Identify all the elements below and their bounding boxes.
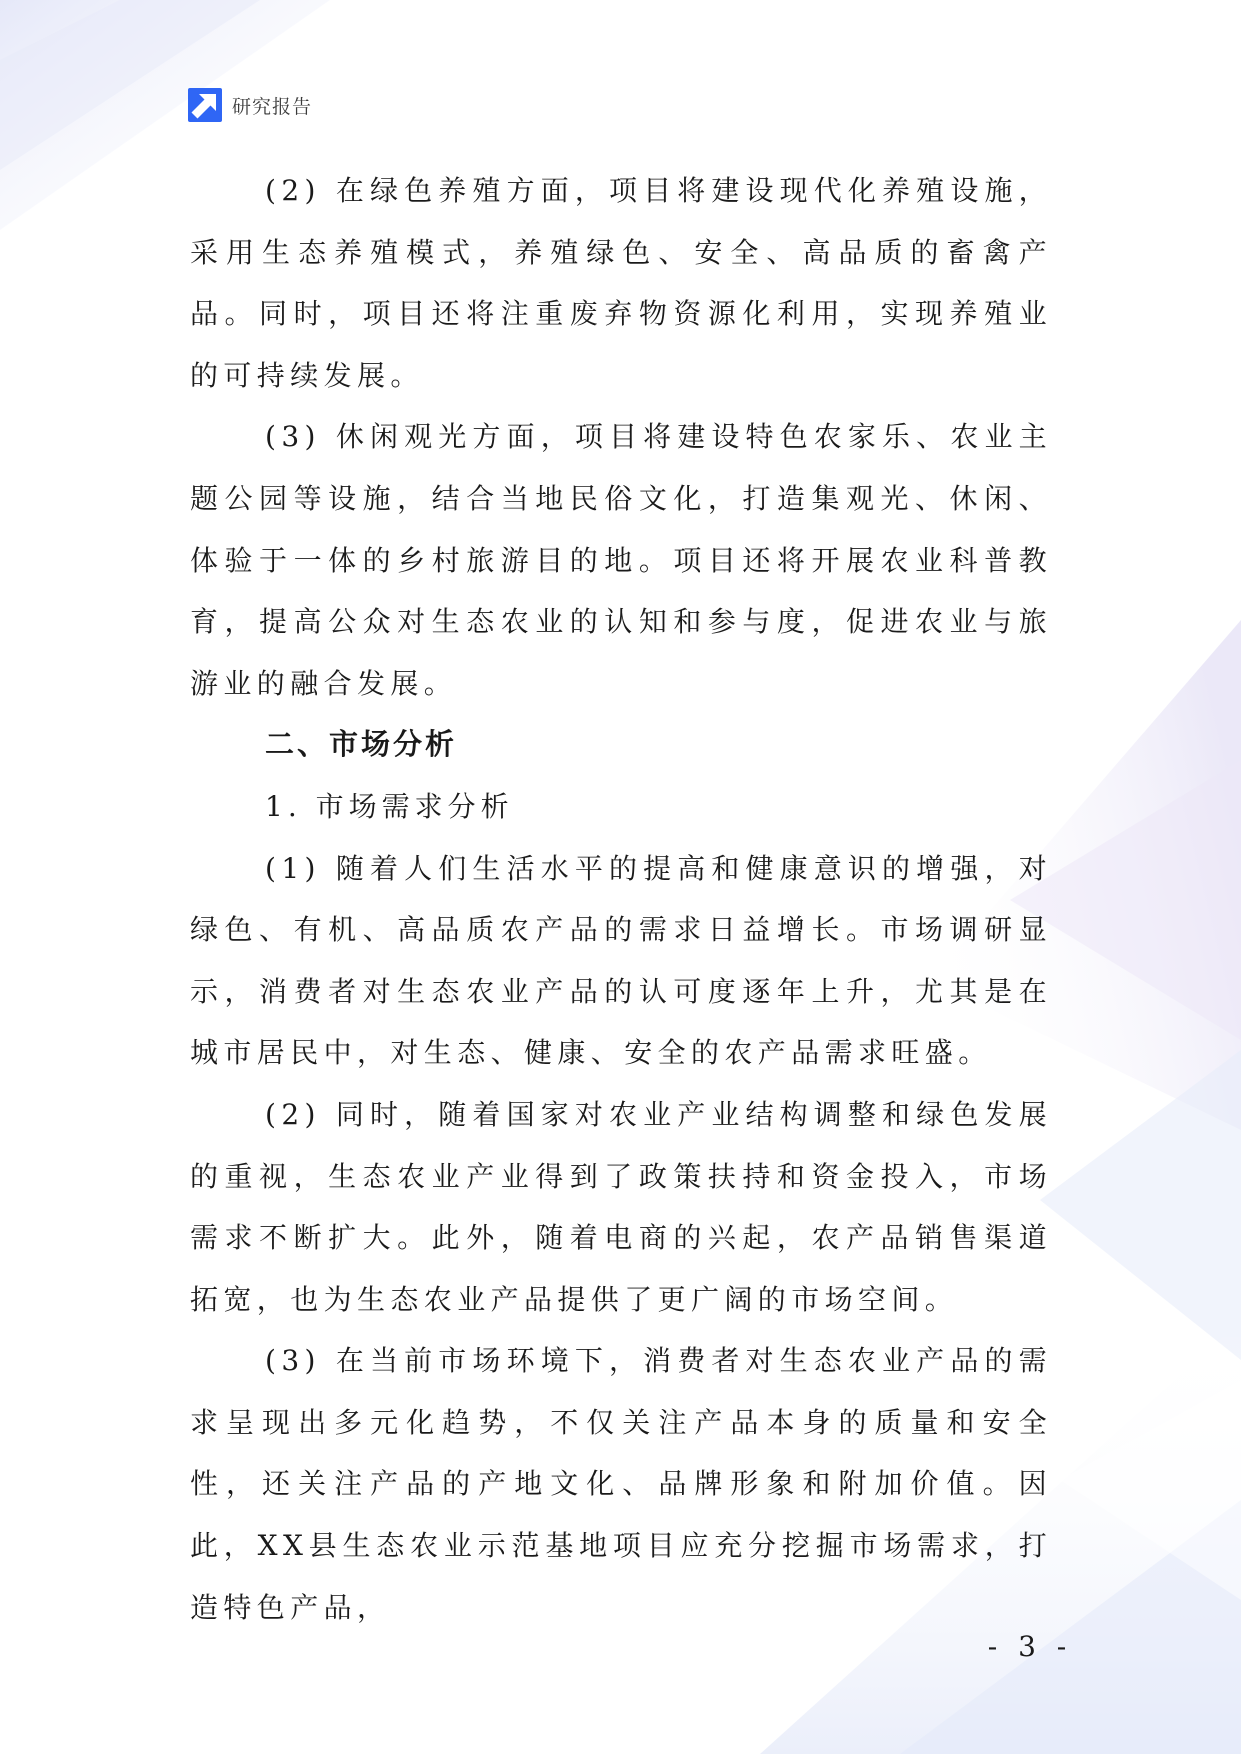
paragraph-diversified-demand: (3) 在当前市场环境下，消费者对生态农业产品的需求呈现出多元化趋势，不仅关注产品本身的质量和安全性，还关注产品的产地文化、品牌形象和附加价值。因此，XX县生态农业示范基地项目应充分挖掘市场需求，打造特色产品， — [190, 1344, 1052, 1624]
header-title: 研究报告 — [232, 95, 313, 118]
paragraph-policy-support: (2) 同时，随着国家对农业产业结构调整和绿色发展的重视，生态农业产业得到了政策扶持和资金投入，市场需求不断扩大。此外，随着电商的兴起，农产品销售渠道拓宽，也为生态农业产品提供了更广阔的市场空间。 — [190, 1097, 1052, 1316]
subsection-title: 1. 市场需求分析 — [265, 789, 514, 823]
arrow-up-right-icon — [188, 88, 222, 122]
paragraph-green-breeding: (2) 在绿色养殖方面，项目将建设现代化养殖设施，采用生态养殖模式，养殖绿色、安全、高品质的畜禽产品。同时，项目还将注重废弃物资源化利用，实现养殖业的可持续发展。 — [190, 174, 1052, 392]
page-number: - 3 - — [987, 1630, 1073, 1663]
section-title: 二、市场分析 — [265, 727, 458, 762]
report-header — [188, 88, 312, 122]
document-body — [190, 160, 1052, 1638]
paragraph-leisure-tourism: (3) 休闲观光方面，项目将建设特色农家乐、农业主题公园等设施，结合当地民俗文化，打造集观光、休闲、体验于一体的乡村旅游目的地。项目还将开展农业科普教育，提高公众对生态农业的认知和参与度，促进农业与旅游业的融合发展。 — [190, 420, 1052, 700]
paragraph-demand-growth: (1) 随着人们生活水平的提高和健康意识的增强，对绿色、有机、高品质农产品的需求日益增长。市场调研显示，消费者对生态农业产品的认可度逐年上升，尤其是在城市居民中，对生态、健康、安全的农产品需求旺盛。 — [190, 851, 1052, 1070]
